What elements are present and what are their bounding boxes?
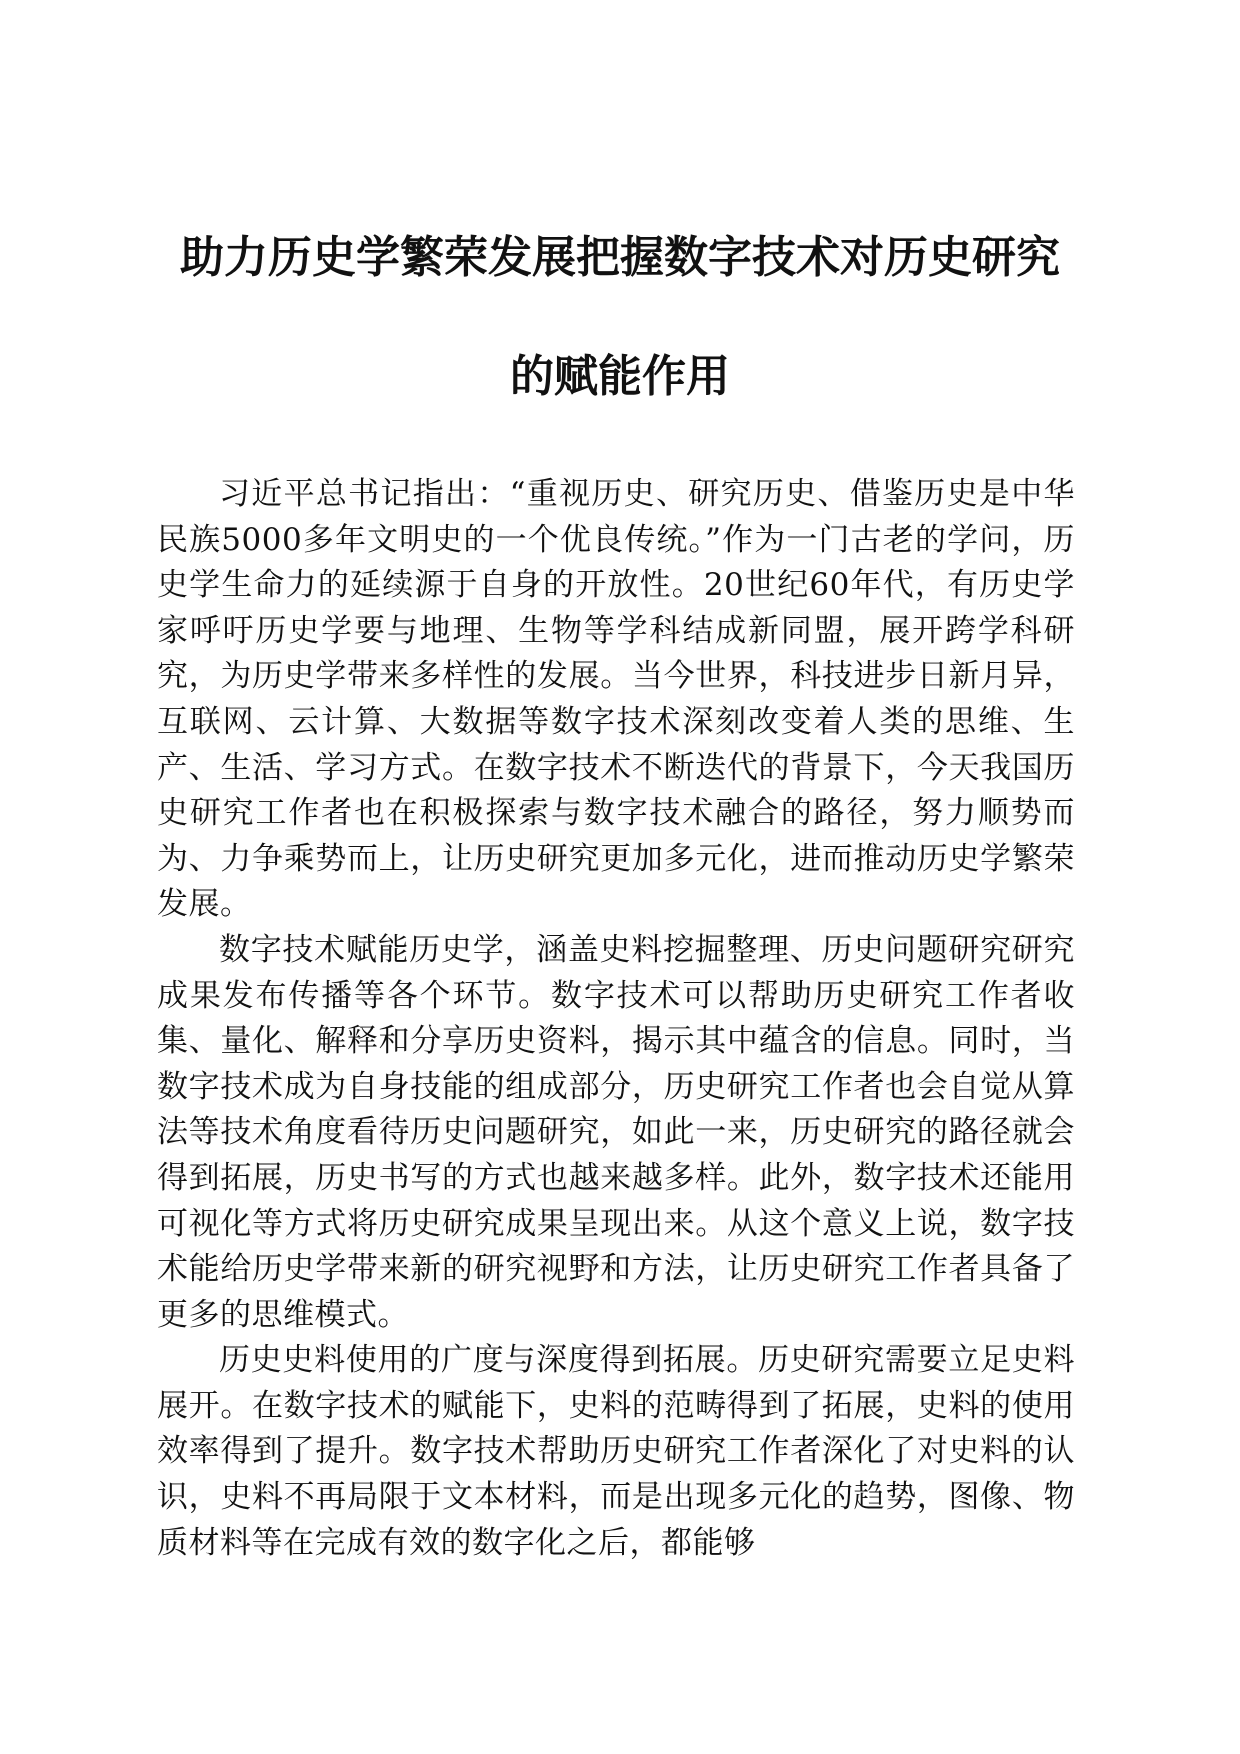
paragraph-1: 习近平总书记指出：“重视历史、研究历史、借鉴历史是中华民族5000多年文明史的一个优良传统。”作为一门古老的学问，历史学生命力的延续源于自身的开放性。20世纪60年代，有历史学家呼吁历史学要与地理、生物等学科结成新同盟，展开跨学科研究，为历史学带来多样性的发展。当今世界，科技进步日新月异，互联网、云计算、大数据等数字技术深刻改变着人类的思维、生产、生活、学习方式。在数字技术不断迭代的背景下，今天我国历史研究工作者也在积极探索与数字技术融合的路径，努力顺势而为、力争乘势而上，让历史研究更加多元化，进而推动历史学繁荣发展。 — [157, 476, 1075, 923]
document-title-line-1: 助力历史学繁荣发展把握数字技术对历史研究 — [180, 232, 1060, 283]
document-body — [157, 472, 1075, 1566]
paragraph-2: 数字技术赋能历史学，涵盖史料挖掘整理、历史问题研究研究成果发布传播等各个环节。数字技术可以帮助历史研究工作者收集、量化、解释和分享历史资料，揭示其中蕴含的信息。同时，当数字技术成为自身技能的组成部分，历史研究工作者也会自觉从算法等技术角度看待历史问题研究，如此一来，历史研究的路径就会得到拓展，历史书写的方式也越来越多样。此外，数字技术还能用可视化等方式将历史研究成果呈现出来。从这个意义上说，数字技术能给历史学带来新的研究视野和方法，让历史研究工作者具备了更多的思维模式。 — [157, 931, 1075, 1333]
document-title-line-2: 的赋能作用 — [510, 351, 730, 402]
paragraph-3: 历史史料使用的广度与深度得到拓展。历史研究需要立足史料展开。在数字技术的赋能下，史料的范畴得到了拓展，史料的使用效率得到了提升。数字技术帮助历史研究工作者深化了对史料的认识，史料不再局限于文本材料，而是出现多元化的趋势，图像、物质材料等在完成有效的数字化之后，都能够 — [157, 1342, 1075, 1561]
